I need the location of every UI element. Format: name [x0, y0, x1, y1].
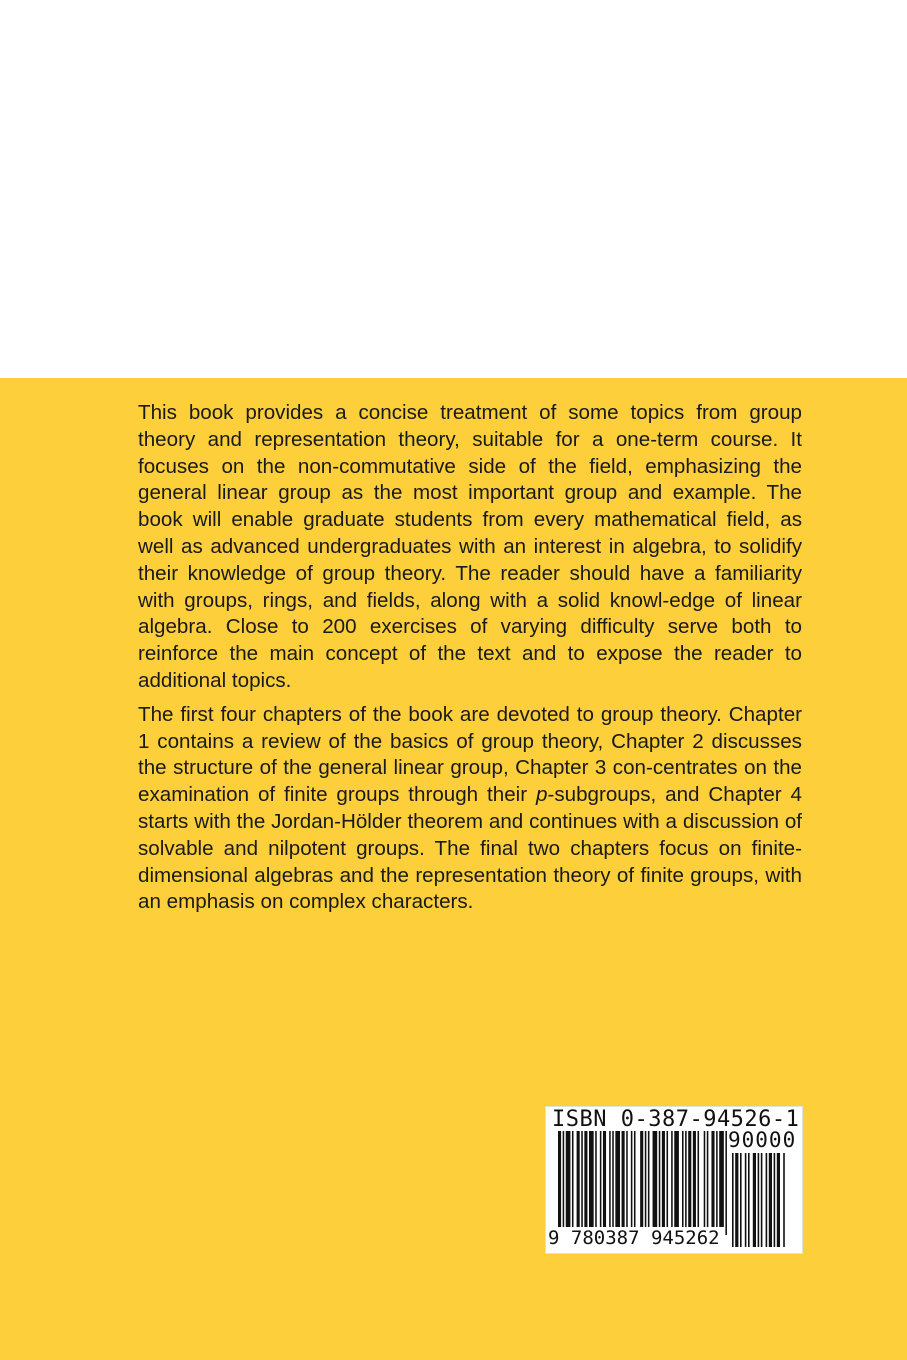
- book-description: [138, 400, 802, 916]
- p1-line: solidify their knowledge of group theory. The reader should have a: [138, 534, 802, 585]
- p2-line: -subgroups, and Chapter 4 starts with the Jordan-Hölder theorem: [138, 783, 802, 833]
- barcode-addon-bar: [783, 1153, 785, 1247]
- barcode-bar: [612, 1131, 614, 1227]
- barcode-bar: [685, 1131, 687, 1227]
- p1-line: serve both to reinforce the main concept of the text and to expose: [138, 615, 802, 666]
- barcode-bar: [667, 1131, 669, 1227]
- barcode-bar: [719, 1131, 724, 1227]
- barcode-bar: [698, 1131, 700, 1227]
- barcode-bar: [682, 1131, 684, 1227]
- p1-line: book will enable graduate students from every mathematical field,: [138, 508, 781, 532]
- p2-line: Chapter 1 contains a review of the basics of group theory, Chapter: [138, 702, 802, 753]
- barcode-bar: [704, 1131, 706, 1227]
- barcode-bar: [716, 1131, 718, 1227]
- barcode-bar: [645, 1131, 647, 1227]
- barcode-addon-bar: [753, 1153, 756, 1247]
- barcode-bar: [563, 1131, 565, 1235]
- cover-top-blank-area: [0, 0, 907, 378]
- barcode-addon-bar: [761, 1153, 763, 1247]
- barcode-addon-bar: [748, 1153, 750, 1247]
- barcode-addon-bar: [745, 1153, 747, 1247]
- barcode-bar: [674, 1131, 679, 1227]
- barcode-bar: [626, 1131, 628, 1227]
- p1-line: general linear group as the most important group and example. The: [138, 481, 802, 505]
- p1-line: focuses on the non-commutative side of the field, emphasizing the: [138, 454, 802, 478]
- barcode-bar: [603, 1131, 606, 1227]
- barcode-bar: [662, 1131, 665, 1227]
- barcode-bar: [659, 1131, 661, 1227]
- barcode-bar: [653, 1131, 658, 1227]
- barcode-bar: [581, 1131, 583, 1227]
- description-paragraph-1: [138, 400, 802, 695]
- p2-line: The final two chapters focus on finite-dimensional algebras and the: [138, 836, 802, 887]
- p2-line: representation theory of finite groups, with an emphasis on complex: [138, 863, 802, 914]
- p2-line: centrates on the examination of finite groups through their: [138, 756, 803, 807]
- barcode-bar: [648, 1131, 650, 1227]
- barcode-addon-bar: [777, 1153, 780, 1247]
- description-paragraph-2: [138, 702, 802, 916]
- barcode-bar: [609, 1131, 611, 1227]
- p2-line-hyphenated: 2 discusses the structure of the general linear group, Chapter 3 con-: [138, 729, 802, 780]
- barcode-bar: [566, 1131, 571, 1227]
- p2-line: and continues with a discussion of solvable and nilpotent groups.: [138, 809, 802, 860]
- barcode-bar: [693, 1131, 696, 1227]
- barcode-addon-bar: [774, 1153, 776, 1247]
- barcode-bar: [634, 1131, 636, 1227]
- barcode-bar: [595, 1131, 597, 1227]
- barcode-bar: [589, 1131, 594, 1227]
- isbn-label: ISBN 0-387-94526-1: [552, 1107, 800, 1132]
- barcode-bar: [615, 1131, 620, 1227]
- p1-line: the reader to additional topics.: [138, 642, 803, 692]
- p2-line: characters.: [371, 890, 474, 914]
- barcode-addon-bar: [735, 1153, 738, 1247]
- p1-line: edge of linear algebra. Close to 200 exercises of varying difficulty: [138, 588, 802, 639]
- barcode-bar: [711, 1131, 714, 1227]
- barcode-addon-number: 90000: [728, 1128, 797, 1152]
- barcode-addon-bar: [732, 1153, 734, 1247]
- barcode-bar: [584, 1131, 587, 1227]
- isbn-barcode: [545, 1106, 803, 1254]
- barcode-addon-bar: [758, 1153, 760, 1247]
- barcode-bar: [600, 1131, 602, 1227]
- p1-line: as well as advanced undergraduates with an interest in algebra, to: [138, 508, 802, 558]
- barcode-bar: [688, 1131, 691, 1227]
- p1-line: This book provides a concise treatment of some topics from group: [138, 401, 802, 424]
- barcode-bar: [631, 1131, 633, 1227]
- barcode-addon-bar: [769, 1153, 772, 1247]
- ean-digits: 9 780387 945262: [548, 1227, 720, 1249]
- barcode-addon-bar: [766, 1153, 768, 1247]
- barcode-bar: [558, 1131, 561, 1235]
- barcode-bar: [622, 1131, 625, 1227]
- barcode-addon-bar: [740, 1153, 742, 1247]
- p-subgroup-italic: p: [536, 783, 548, 807]
- barcode-bar: [572, 1131, 574, 1227]
- p1-line-hyphenated: familiarity with groups, rings, and fields, along with a solid knowl-: [138, 561, 802, 612]
- p1-line: theory and representation theory, suitable for a one-term course. It: [138, 427, 802, 451]
- p2-line: The first four chapters of the book are devoted to group theory.: [138, 702, 729, 726]
- barcode-bar: [707, 1131, 709, 1227]
- barcode-bar: [577, 1131, 580, 1227]
- barcode-bar: [671, 1131, 673, 1227]
- barcode-bar: [640, 1131, 643, 1227]
- barcode-bar: [725, 1131, 727, 1235]
